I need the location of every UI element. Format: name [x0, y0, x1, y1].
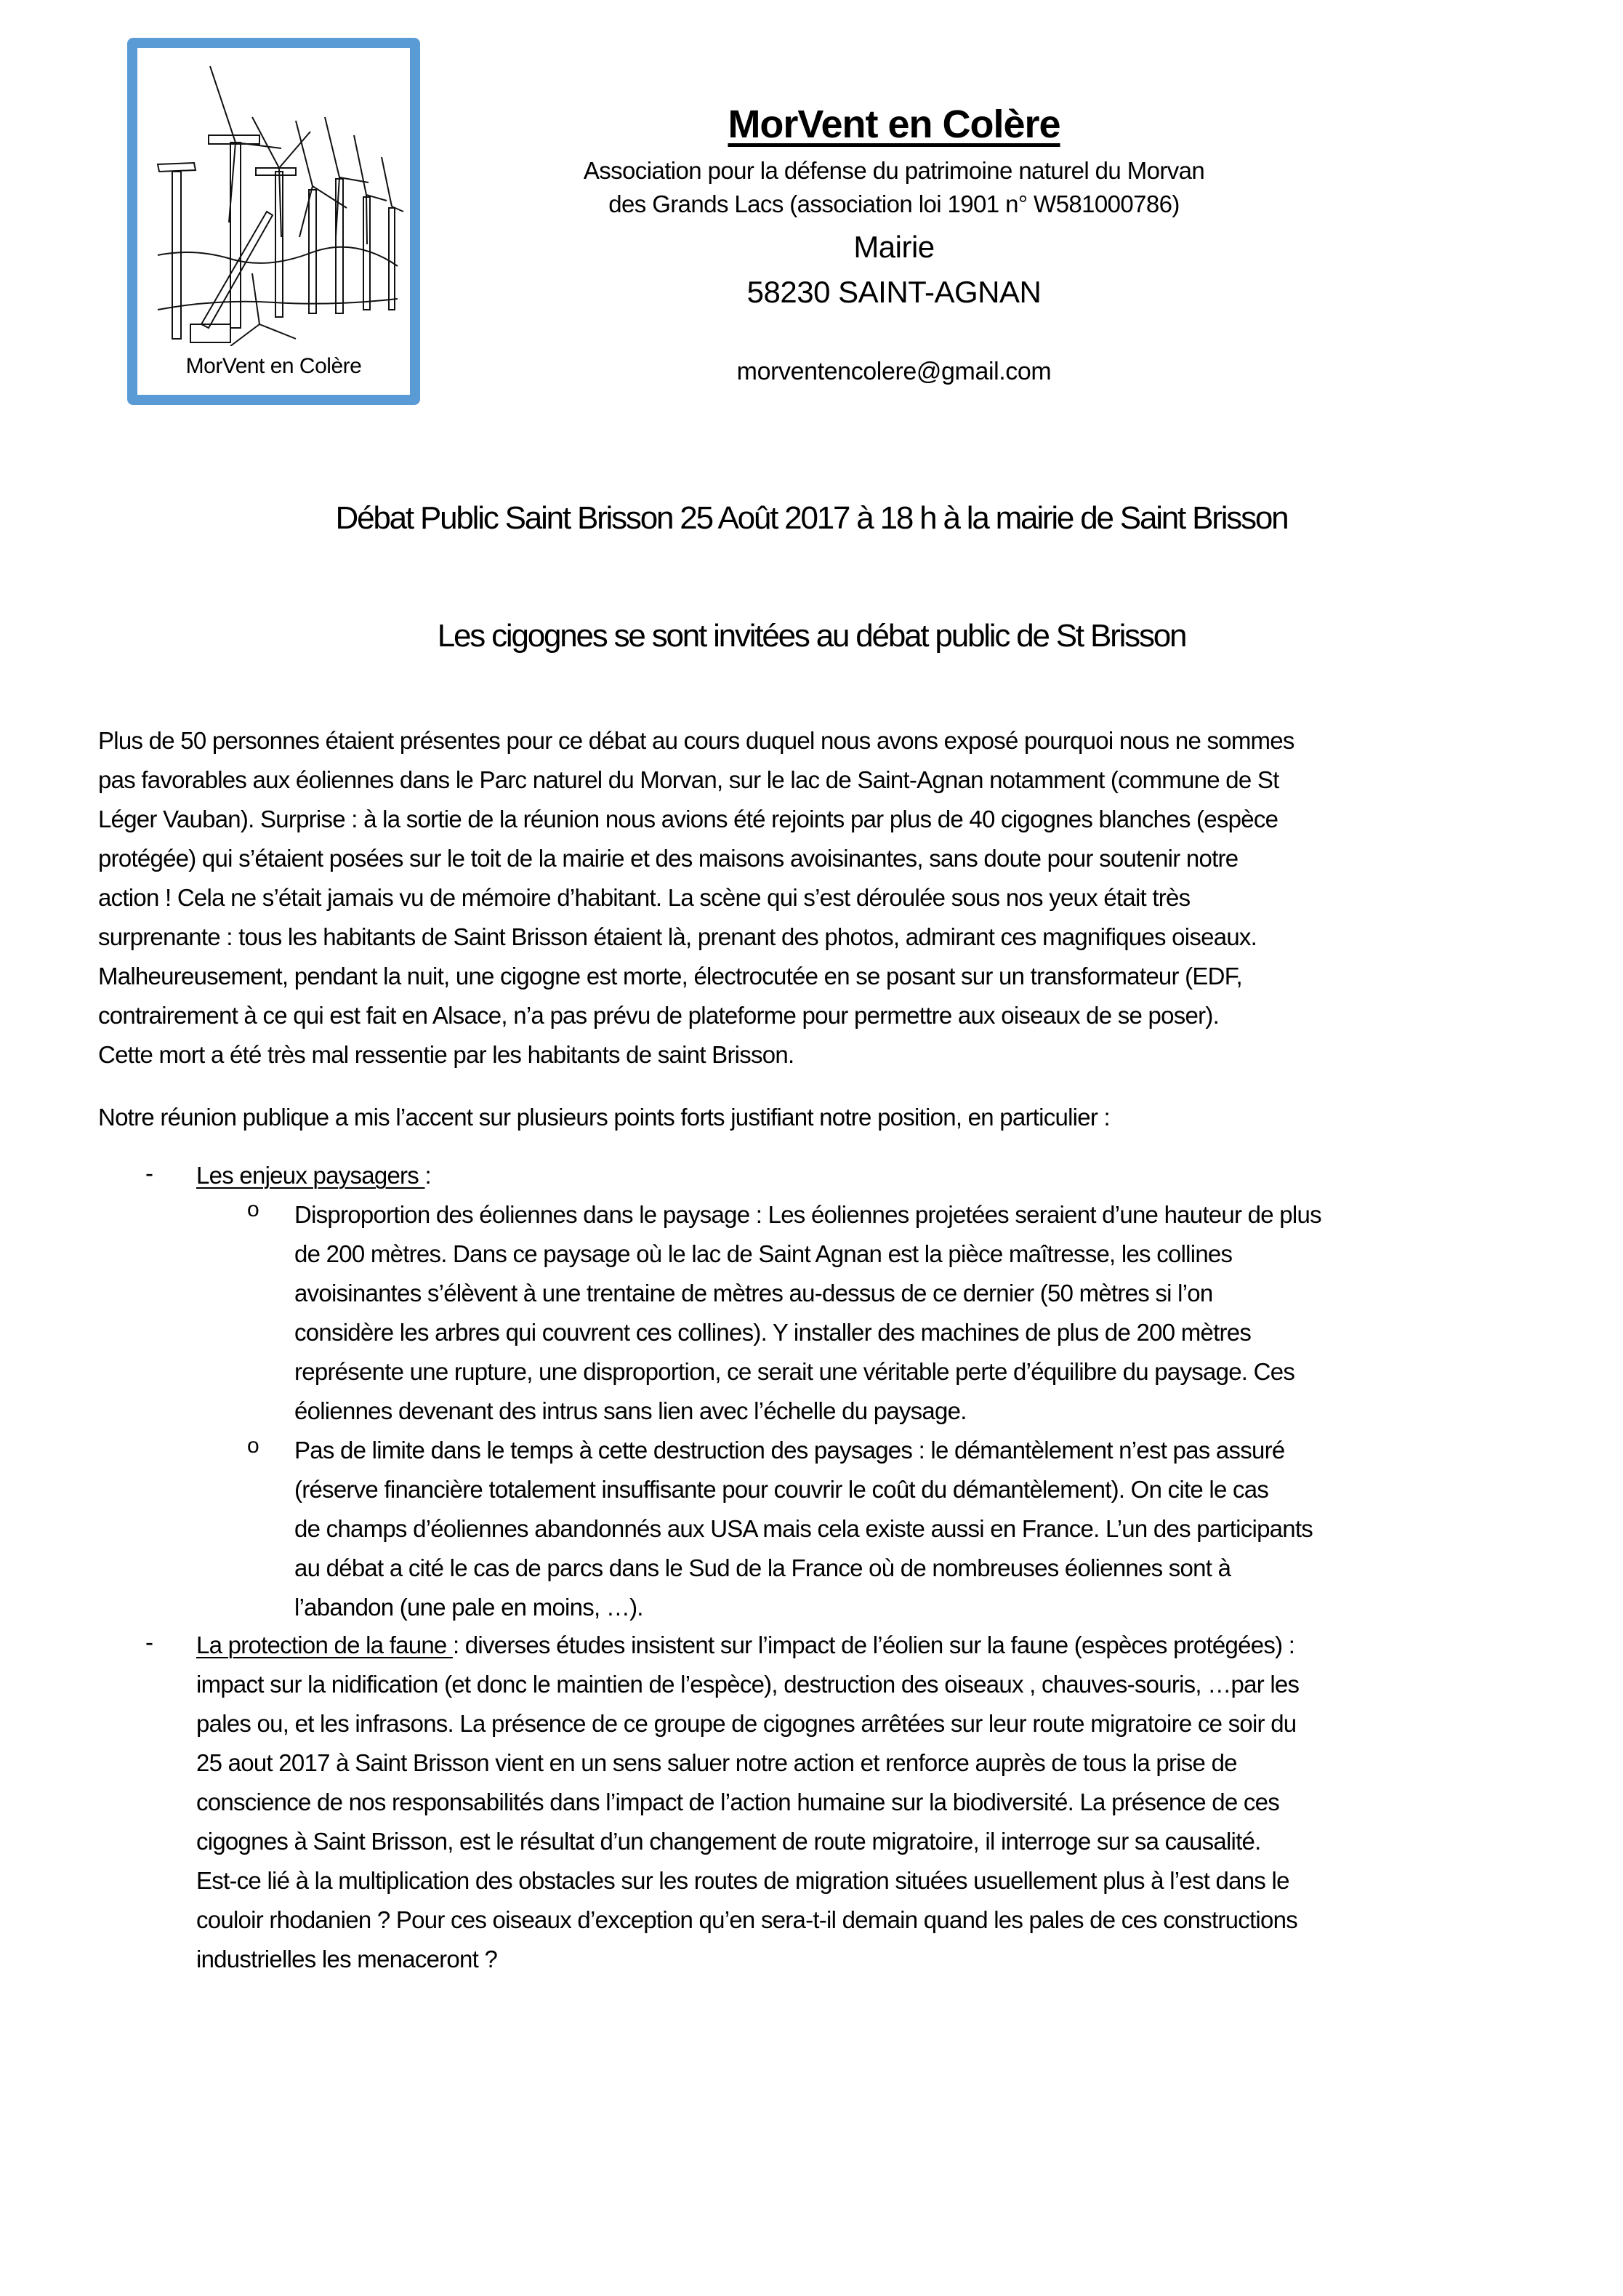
list-heading-fauna: La protection de la faune — [196, 1631, 453, 1658]
turbine-3 — [252, 117, 310, 317]
address-line2: 58230 SAINT-AGNAN — [746, 275, 1042, 309]
heading-colon: : — [424, 1162, 431, 1189]
sub-item-dismantling — [294, 1431, 1313, 1627]
intro-paragraph — [98, 721, 1294, 1075]
paragraph-line: industrielles les menaceront ? — [196, 1946, 498, 1972]
paragraph-line: protégée) qui s’étaient posées sur le toit de la mairie et des maisons avoisinantes, sans doute pour soutenir notre — [98, 845, 1239, 872]
organization-subtitle-line1: Association pour la défense du patrimoine naturel du Morvan — [583, 157, 1205, 184]
document-subtitle: Les cigognes se sont invitées au débat public de St Brisson — [437, 618, 1186, 654]
paragraph-line: représente une rupture, une disproportion, ce serait une véritable perte d’équilibre du paysage. Ces — [294, 1358, 1295, 1385]
wind-turbines-illustration-icon — [150, 63, 405, 346]
paragraph-line: action ! Cela ne s’était jamais vu de mémoire d’habitant. La scène qui s’est déroulée sous nos yeux était très — [98, 884, 1191, 911]
paragraph-line: Pas de limite dans le temps à cette destruction des paysages : le démantèlement n’est pas assuré — [294, 1437, 1285, 1464]
paragraph-line: au débat a cité le cas de parcs dans le Sud de la France où de nombreuses éoliennes sont à — [294, 1554, 1231, 1581]
circle-bullet: o — [247, 1197, 259, 1221]
logo-caption: MorVent en Colère — [185, 354, 362, 378]
paragraph-line: (réserve financière totalement insuffisante pour couvrir le coût du démantèlement). On cite le cas — [294, 1476, 1269, 1503]
paragraph-line: impact sur la nidification (et donc le maintien de l’espèce), destruction des oiseaux , chauves-souris, …par les — [196, 1671, 1300, 1698]
logo — [127, 38, 420, 405]
paragraph-line: Plus de 50 personnes étaient présentes pour ce débat au cours duquel nous avons exposé pourquoi nous ne sommes — [98, 727, 1294, 754]
address-line1: Mairie — [853, 230, 935, 264]
organization-title: MorVent en Colère — [728, 103, 1060, 146]
paragraph-line: conscience de nos responsabilités dans l’impact de l’action humaine sur la biodiversité. La présence de ces — [196, 1789, 1279, 1815]
paragraph-line: pas favorables aux éoliennes dans le Parc naturel du Morvan, sur le lac de Saint-Agnan notamment (commune de St — [98, 766, 1279, 793]
paragraph-line: surprenante : tous les habitants de Saint Brisson étaient là, prenant des photos, admirant ces magnifiques oiseaux. — [98, 923, 1257, 950]
turbine-2 — [209, 66, 281, 328]
paragraph-line: considère les arbres qui couvrent ces collines). Y installer des machines de plus de 200 mètres — [294, 1319, 1252, 1346]
circle-bullet: o — [247, 1434, 259, 1458]
sub-item-disproportion — [294, 1195, 1321, 1431]
paragraph-line: de 200 mètres. Dans ce paysage où le lac de Saint Agnan est la pièce maîtresse, les collines — [294, 1240, 1233, 1267]
paragraph-line: Malheureusement, pendant la nuit, une cigogne est morte, électrocutée en se posant sur un transformateur (EDF, — [98, 963, 1242, 990]
paragraph-line: contrairement à ce qui est fait en Alsace, n’a pas prévu de plateforme pour permettre aux oiseaux de se poser). — [98, 1002, 1219, 1029]
paragraph-line: couloir rhodanien ? Pour ces oiseaux d’exception qu’en sera-t-il demain quand les pales de ces constructions — [196, 1906, 1297, 1933]
organization-subtitle-line2: des Grands Lacs (association loi 1901 n° W581000786) — [608, 190, 1180, 217]
crane — [190, 212, 273, 342]
paragraph-line: 25 aout 2017 à Saint Brisson vient en un sens saluer notre action et renforce auprès de tous la prise de — [196, 1749, 1237, 1776]
paragraph-line: Cette mort a été très mal ressentie par les habitants de saint Brisson. — [98, 1041, 794, 1068]
turbine-1 — [158, 163, 196, 339]
list-item-fauna — [196, 1626, 1299, 1979]
paragraph-line: Notre réunion publique a mis l’accent sur plusieurs points forts justifiant notre position, en particulier : — [98, 1104, 1110, 1131]
paragraph-line: avoisinantes s’élèvent à une trentaine de mètres au-dessus de ce dernier (50 mètres si l’on — [294, 1280, 1213, 1306]
paragraph-line: Est-ce lié à la multiplication des obstacles sur les routes de migration situées usuellement plus à l’est dans le — [196, 1867, 1289, 1894]
turbine-5 — [325, 117, 369, 313]
second-paragraph — [98, 1098, 1110, 1137]
turbine-4 — [296, 121, 347, 313]
dash-bullet: - — [145, 1160, 153, 1187]
dash-bullet: - — [145, 1629, 153, 1655]
email-address[interactable]: morventencolere@gmail.com — [736, 358, 1052, 385]
paragraph-line: de champs d’éoliennes abandonnés aux USA mais cela existe aussi en France. L’un des participants — [294, 1515, 1313, 1542]
paragraph-line: éoliennes devenant des intrus sans lien avec l’échelle du paysage. — [294, 1397, 967, 1424]
paragraph-line: pales ou, et les infrasons. La présence de ce groupe de cigognes arrêtées sur leur route migratoire ce soir du — [196, 1710, 1297, 1737]
paragraph-line: l’abandon (une pale en moins, …). — [294, 1594, 643, 1621]
paragraph-line: cigognes à Saint Brisson, est le résultat d’un changement de route migratoire, il interroge sur sa causalité. — [196, 1828, 1261, 1855]
list-item-heading — [196, 1156, 431, 1195]
list-heading-landscape: Les enjeux paysagers — [196, 1162, 425, 1189]
paragraph-line: Disproportion des éoliennes dans le paysage : Les éoliennes projetées seraient d’une hauteur de plus — [294, 1201, 1321, 1228]
fauna-first-line: : diverses études insistent sur l’impact de l’éolien sur la faune (espèces protégées) : — [452, 1631, 1295, 1658]
paragraph-line: Léger Vauban). Surprise : à la sortie de la réunion nous avions été rejoints par plus de 40 cigognes blanches (espèce — [98, 806, 1278, 832]
document-title: Débat Public Saint Brisson 25 Août 2017 à 18 h à la mairie de Saint Brisson — [335, 500, 1288, 536]
turbine-7 — [382, 157, 403, 310]
